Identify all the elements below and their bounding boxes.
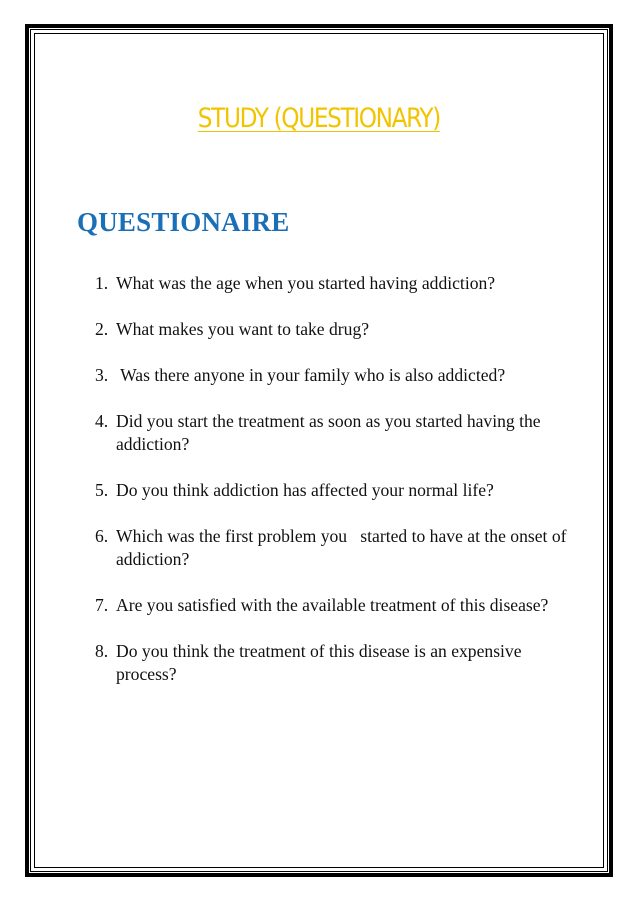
question-number: 6. — [95, 526, 109, 546]
question-number: 7. — [95, 595, 109, 615]
question-text: Which was the first problem you started to have at the onset of addiction? — [116, 526, 571, 569]
question-item — [95, 364, 575, 387]
question-item — [95, 272, 575, 295]
question-text: Do you think the treatment of this disease is an expensive process? — [116, 641, 522, 684]
question-item — [95, 640, 575, 686]
question-text: Was there anyone in your family who is also addicted? — [116, 365, 506, 385]
question-text: What makes you want to take drug? — [116, 319, 370, 339]
question-number: 3. — [95, 365, 109, 385]
study-title: STUDY (QUESTIONARY) — [197, 103, 440, 134]
question-item — [95, 525, 575, 571]
question-text: Are you satisfied with the available treatment of this disease? — [116, 595, 549, 615]
question-item — [95, 594, 575, 617]
question-item — [95, 410, 575, 456]
question-text: Do you think addiction has affected your normal life? — [116, 480, 494, 500]
section-heading: QUESTIONAIRE — [77, 207, 290, 237]
question-number: 5. — [95, 480, 109, 500]
question-list — [95, 272, 575, 709]
question-number: 8. — [95, 641, 109, 661]
question-number: 2. — [95, 319, 109, 339]
question-text: Did you start the treatment as soon as you started having the addiction? — [116, 411, 541, 454]
question-number: 1. — [95, 273, 109, 293]
question-number: 4. — [95, 411, 109, 431]
question-text: What was the age when you started having addiction? — [116, 273, 496, 293]
question-item — [95, 479, 575, 502]
question-item — [95, 318, 575, 341]
